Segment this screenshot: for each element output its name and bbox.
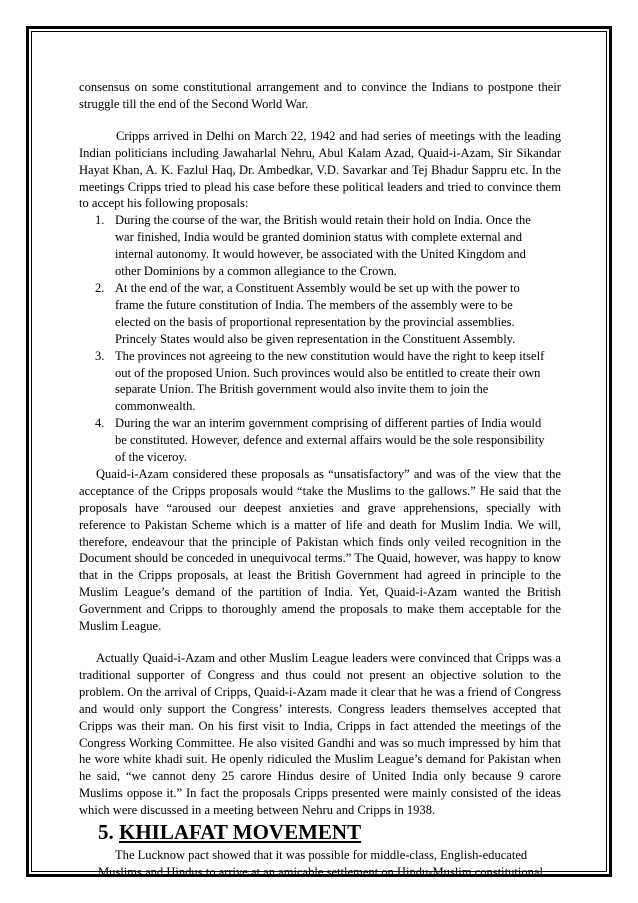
- paragraph-cripps-congress: Actually Quaid-i-Azam and other Muslim League leaders were convinced that Cripps was a traditional supporter of Congress and thus could not present an objective solution to the problem. On the arrival of Cripps, Quaid-i-Azam made it clear that he was a friend of Congress and would only support the Congress’ interests. Congress leaders themselves accepted that Cripps was their man. On his first visit to India, Cripps in fact attended the meetings of the Congress Working Committee. He also visited Gandhi and was so much impressed by him that he wore white khadi suit. He openly ridiculed the Muslim League’s demand for Pakistan when he said, “we cannot deny 25 carore Hindus desire of United India only because 9 carore Muslims oppose it.” In fact the proposals Cripps presented were mainly consisted of the ideas which were discussed in a meeting between Nehru and Cripps in 1938.: [79, 651, 561, 818]
- section-title: KHILAFAT MOVEMENT: [119, 820, 362, 845]
- proposal-item: [79, 212, 561, 280]
- proposal-item: [79, 348, 561, 416]
- section-number: 5.: [98, 820, 114, 845]
- proposals-list: [79, 212, 561, 466]
- proposal-number: 1.: [95, 213, 105, 228]
- proposal-number: 2.: [95, 280, 105, 295]
- section-heading: [98, 820, 561, 845]
- proposal-item: [79, 280, 561, 348]
- proposal-text: At the end of the war, a Constituent Assembly would be set up with the power to frame the future constitution of India. The members of the assembly were to be elected on the basis of proportional representation by the provincial assemblies. Princely States would also be given representation in the Constituent Assembly.: [115, 280, 520, 346]
- document-body: [79, 79, 561, 881]
- proposal-number: 4.: [95, 416, 105, 431]
- paragraph-intro-continuation: consensus on some constitutional arrangement and to convince the Indians to postpone their struggle till the end of the Second World War.: [79, 80, 561, 111]
- paragraph-quaid-response: Quaid-i-Azam considered these proposals as “unsatisfactory” and was of the view that the acceptance of the Cripps proposals would “take the Muslims to the gallows.” He said that the proposals have “aroused our deepest anxieties and grave apprehensions, specially with reference to Pakistan Scheme which is a matter of life and death for Muslim India. We will, therefore, endeavour that the principle of Pakistan which finds only veiled recognition in the Document should be conceded in unequivocal terms.” The Quaid, however, was happy to know that in the Cripps proposals, at least the British Government had agreed in principle to the Muslim League’s demand of the partition of India. Yet, Quaid-i-Azam wanted the British Government and Cripps to thoroughly amend the proposals to make them acceptable for the Muslim League.: [79, 466, 561, 634]
- proposal-text: The provinces not agreeing to the new constitution would have the right to keep itself out of the proposed Union. Such provinces would also be entitled to create their own separate Union. The British government would also invite them to join the commonwealth.: [115, 348, 545, 414]
- proposal-item: [79, 415, 561, 466]
- paragraph-cripps-arrival: Cripps arrived in Delhi on March 22, 1942 and had series of meetings with the leading Indian politicians including Jawaharlal Nehru, Abul Kalam Azad, Quaid-i-Azam, Sir Sikandar Hayat Khan, A. K. Fazlul Haq, Dr. Ambedkar, V.D. Savarkar and Tej Bhadur Sappru etc. In the meetings Cripps tried to plead his case before these political leaders and tried to convince them to accept his following proposals:: [79, 128, 561, 211]
- paragraph-lucknow-pact: The Lucknow pact showed that it was possible for middle-class, English-educated Muslims and Hindus to arrive at an amicable settlement on Hindu-Muslim constitutional: [98, 848, 543, 879]
- proposal-number: 3.: [95, 348, 105, 363]
- proposal-text: During the course of the war, the British would retain their hold on India. Once the war finished, India would be granted dominion status with complete external and internal autonomy. It would however, be associated with the United Kingdom and other Dominions by a common allegiance to the Crown.: [115, 213, 531, 279]
- proposal-text: During the war an interim government comprising of different parties of India would be constituted. However, defence and external affairs would be the sole responsibility of the viceroy.: [115, 416, 545, 465]
